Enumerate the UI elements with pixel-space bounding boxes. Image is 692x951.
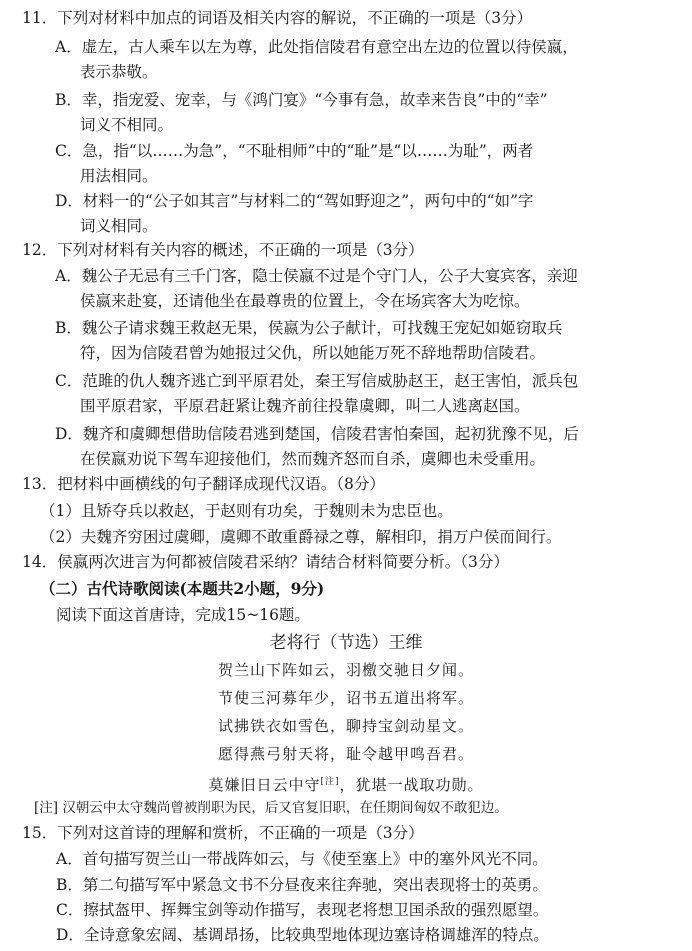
poem-line-1: 贺兰山下阵如云，羽檄交驰日夕闻。 [217,661,474,679]
q12-option-b: B．魏公子请求魏王救赵无果，侯嬴为公子献计，可找魏王宠妃如姬窃取兵 [55,319,563,337]
q15-option-b: B．第二句描写军中紧急文书不分昼夜来往奔驰，突出表现将士的英勇。 [56,876,548,894]
poem-line-5-part-2: ，犹堪一战取功勋。 [339,776,484,794]
q14-stem: 14．侯嬴两次进言为何都被信陵君采纳？请结合材料简要分析。（3分） [22,553,509,571]
q12-option-d-cont: 在侯嬴劝说下驾车迎接他们，然而魏齐怒而自杀，虞卿也未受重用。 [80,450,546,468]
q13-sentence-2: （2）夫魏齐穷困过虞卿，虞卿不敢重爵禄之尊，解相印，捐万户侯而间行。 [40,528,562,546]
q12-option-a-cont: 侯嬴来赴宴，还请他坐在最尊贵的位置上，令在场宾客大为吃惊。 [80,292,530,310]
poem-line-3: 试拂铁衣如雪色，聊持宝剑动星文。 [217,717,474,735]
poem-title: 老将行（节选）王维 [269,633,423,653]
q11-option-a: A．虚左，古人乘车以左为尊，此处指信陵君有意空出左边的位置以待侯嬴， [55,38,578,56]
q12-option-c: C．范雎的仇人魏齐逃亡到平原君处，秦王写信威胁赵王，赵王害怕，派兵包 [55,372,579,390]
q12-option-d: D．魏齐和虞卿想借助信陵君逃到楚国，信陵君害怕秦国，起初犹豫不见，后 [55,425,579,443]
q11-option-b-cont: 词义不相同。 [80,116,174,134]
poem-annotation-mark: [注] [320,777,340,787]
q11-option-a-cont: 表示恭敬。 [80,63,158,81]
section-instruction: 阅读下面这首唐诗，完成15~16题。 [56,606,310,624]
q15-option-c: C．擦拭盔甲、挥舞宝剑等动作描写，表现老将想卫国杀敌的强烈愿望。 [56,901,549,919]
poem-footnote: [注] 汉朝云中太守魏尚曾被削职为民，后又官复旧职，在任期间匈奴不敢犯边。 [34,800,508,816]
q13-sentence-1: （1）且矫夺兵以救赵，于赵则有功矣，于魏则未为忠臣也。 [40,502,453,520]
q11-option-c-cont: 用法相同。 [80,167,158,185]
q11-option-d-cont: 词义相同。 [80,217,158,235]
q12-option-a: A．魏公子无忌有三千门客，隐士侯嬴不过是个守门人，公子大宴宾客，亲迎 [55,267,578,285]
poem-line-5-part-1: 莫嫌旧日云中守 [208,776,321,794]
poem-line-5 [0,772,692,795]
q15-option-d: D．全诗意象宏阔、基调昂扬，比较典型地体现边塞诗格调雄浑的特点。 [56,926,549,944]
section-title: （二）古代诗歌阅读(本题共2小题，9分) [40,579,325,598]
q11-option-c: C．急，指“以……为急”，“不耻相师”中的“耻”是“以……为耻”，两者 [55,142,534,160]
q11-option-b: B．幸，指宠爱、宠幸，与《鸿门宴》“今事有急，故幸来告良”中的“幸” [55,91,548,109]
q11-stem: 11．下列对材料中加点的词语及相关内容的解说，不正确的一项是（3分） [22,9,533,27]
q12-option-c-cont: 围平原君家，平原君赶紧让魏齐前往投靠虞卿，叫二人逃离赵国。 [80,397,530,415]
poem-line-4: 愿得燕弓射天将，耻令越甲鸣吾君。 [217,745,474,763]
q15-option-a: A．首句描写贺兰山一带战阵如云，与《使至塞上》中的塞外风光不同。 [56,850,548,868]
poem-line-2: 节使三河募年少，诏书五道出将军。 [217,689,474,707]
q12-stem: 12．下列对材料有关内容的概述，不正确的一项是（3分） [22,241,424,259]
q15-stem: 15．下列对这首诗的理解和赏析，不正确的一项是（3分） [22,824,424,842]
q12-option-b-cont: 符，因为信陵君曾为她报过父仇，所以她能万死不辞地帮助信陵君。 [80,344,546,362]
q13-stem: 13．把材料中画横线的句子翻译成现代汉语。（8分） [22,475,385,493]
q11-option-d: D．材料一的“公子如其言”与材料二的“驾如野迎之”，两句中的“如”字 [55,192,534,210]
